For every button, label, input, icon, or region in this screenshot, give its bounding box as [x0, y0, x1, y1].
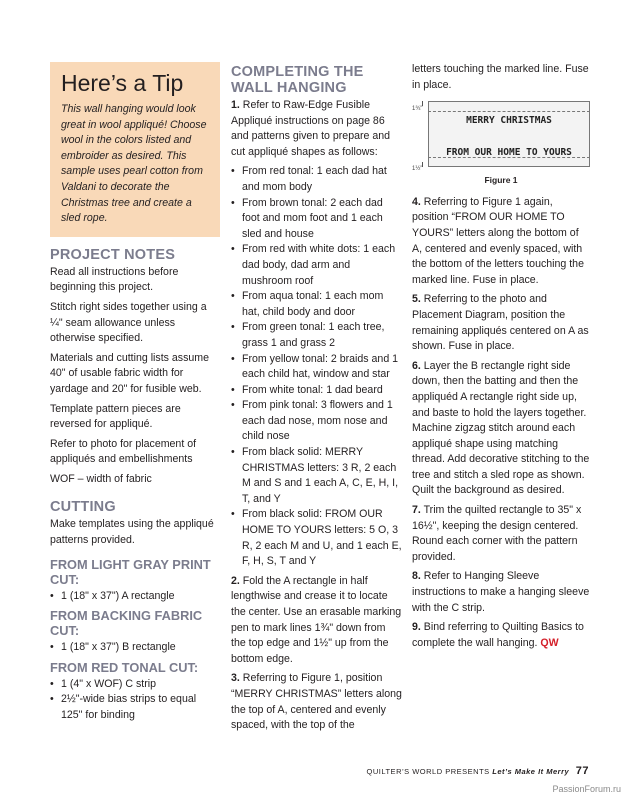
cut-group-heading: FROM LIGHT GRAY PRINT CUT: — [50, 556, 211, 587]
tip-body: This wall hanging would look great in wool appliqué! Choose wool in the colors listed and embroider as desired. This sample uses pearl cotton from Valdani to decorate the Christmas tree and create a sled rope. — [61, 103, 207, 225]
step-2 — [231, 574, 402, 668]
project-notes-heading: PROJECT NOTES — [50, 246, 176, 263]
bottom-dimension-tick — [422, 162, 427, 167]
step-text: Fold the A rectangle in half lengthwise and crease it to locate the center. Use an erasable marking pen to mark lines 1¾" down from the top edge and 1½" up from the bottom edge. — [231, 574, 402, 665]
step-5 — [412, 292, 590, 354]
cutting-intro: Make templates using the appliqué patterns provided. — [50, 518, 214, 547]
cut-item: • 1 (18" x 37") B rectangle — [50, 640, 220, 656]
step-number: 1. — [231, 99, 240, 111]
step-number: 3. — [231, 672, 240, 685]
note-paragraph: WOF – width of fabric — [50, 472, 152, 485]
cut-item: • 2½"-wide bias strips to equal 125" for binding — [50, 692, 220, 723]
footer-brand: QUILTER’S WORLD PRESENTS — [366, 767, 490, 776]
fabric-bullet: • From aqua tonal: 1 each mom hat, child body and door — [231, 289, 402, 320]
step-text: Trim the quilted rectangle to 35" x 16½", keeping the design centered. Round each corner with the pattern provided. — [412, 504, 582, 563]
tip-box — [50, 62, 220, 237]
step-6 — [412, 359, 590, 499]
fabric-bullet: • From black solid: FROM OUR HOME TO YOURS letters: 5 O, 3 R, 2 each M and U, and 1 each E, F, H, S, T and Y — [231, 507, 402, 569]
watermark: PassionForum.ru — [552, 784, 621, 794]
middle-column — [231, 64, 402, 734]
page-number: 77 — [575, 765, 589, 777]
right-column — [412, 62, 590, 655]
top-marked-line — [428, 111, 590, 112]
step-text: Bind referring to Quilting Basics to complete the wall hanging. — [412, 621, 584, 649]
cut-item: • 1 (4" x WOF) C strip — [50, 677, 220, 693]
left-column — [50, 62, 220, 724]
page-footer — [367, 765, 589, 777]
cut-group-heading: FROM BACKING FABRIC CUT: — [50, 608, 203, 639]
cut-item: • 1 (18" x 37") A rectangle — [50, 589, 220, 605]
tip-title: Here’s a Tip — [61, 70, 184, 96]
step-number: 6. — [412, 359, 421, 372]
footer-title: Let’s Make It Merry — [492, 767, 570, 776]
fabric-bullet: • From pink tonal: 3 flowers and 1 each dad nose, mom nose and child nose — [231, 398, 402, 445]
merry-christmas-letters: MERRY CHRISTMAS — [466, 115, 552, 127]
step-number: 4. — [412, 195, 421, 208]
fabric-bullet: • From white tonal: 1 dad beard — [231, 383, 402, 399]
step-text: Referring to Figure 1, position “MERRY CHRISTMAS” letters along the top of A, centered and evenly spaced, with the top of the — [231, 672, 402, 732]
cut-list — [50, 640, 220, 656]
note-paragraph: Materials and cutting lists assume 40" of usable fabric width for yardage and 20" for fusible web. — [50, 351, 209, 395]
step-text: Layer the B rectangle right side down, then the batting and then the appliquéd A rectangle right side up, and baste to hold the layers together. Machine zigzag stitch around each appliqué shape using matching thread. Add decorative stitching to the tree and stitch a sled rope as shown. Quilt the background as desired. — [412, 359, 590, 497]
step-3 — [231, 671, 402, 733]
figure-caption: Figure 1 — [484, 175, 518, 186]
step-8 — [412, 569, 590, 616]
from-our-home-letters: FROM OUR HOME TO YOURS — [446, 147, 572, 159]
step-4 — [412, 195, 590, 289]
note-paragraph: Stitch right sides together using a ¼" seam allowance unless otherwise specified. — [50, 300, 207, 345]
step-text: Referring to Figure 1 again, position “FROM OUR HOME TO YOURS” letters along the bottom of A, centered and evenly spaced, with the bottom of the letters touching the marked line. Fuse in place. — [412, 195, 584, 286]
top-dimension-tick — [422, 101, 427, 106]
top-dimension-label: 1¾" — [412, 106, 423, 113]
completing-heading: COMPLETING THE WALL HANGING — [231, 64, 364, 96]
fabric-bullet: • From black solid: MERRY CHRISTMAS letters: 3 R, 2 each M and S and 1 each A, C, E, H, I, T, and Y — [231, 445, 402, 507]
step-number: 9. — [412, 621, 421, 634]
step-number: 2. — [231, 574, 240, 587]
step-text: Refer to Raw-Edge Fusible Appliqué instructions on page 86 and patterns given to prepare and cut appliqué shapes as follows: — [231, 99, 391, 158]
cut-list — [50, 677, 220, 724]
step-number: 7. — [412, 504, 421, 517]
fabric-bullet-list — [231, 164, 402, 569]
note-paragraph: Template pattern pieces are reversed for appliqué. — [50, 402, 181, 431]
fabric-bullet: • From yellow tonal: 2 braids and 1 each child hat, window and star — [231, 352, 402, 383]
step-3-continued: letters touching the marked line. Fuse in place. — [412, 63, 589, 91]
fabric-bullet: • From brown tonal: 2 each dad foot and mom foot and 1 each sled and house — [231, 196, 402, 243]
cut-group-heading: FROM RED TONAL CUT: — [50, 659, 199, 675]
figure-1 — [412, 99, 590, 173]
cut-list — [50, 589, 220, 605]
note-paragraph: Refer to photo for placement of appliqués and embellishments — [50, 437, 197, 466]
step-text: Refer to Hanging Sleeve instructions to make a hanging sleeve with the C strip. — [412, 570, 590, 614]
step-1 — [231, 98, 402, 160]
fabric-bullet: • From red tonal: 1 each dad hat and mom body — [231, 164, 402, 195]
step-9 — [412, 620, 590, 651]
step-number: 5. — [412, 293, 421, 306]
end-mark: QW — [540, 636, 559, 649]
step-text: Referring to the photo and Placement Diagram, position the remaining appliqués centered on A as shown. Fuse in place. — [412, 293, 589, 353]
step-number: 8. — [412, 570, 421, 583]
note-paragraph: Read all instructions before beginning this project. — [50, 265, 179, 294]
bottom-dimension-label: 1½" — [412, 166, 423, 173]
fabric-bullet: • From red with white dots: 1 each dad body, dad arm and mushroom roof — [231, 242, 402, 289]
cutting-heading: CUTTING — [50, 499, 116, 516]
step-7 — [412, 503, 590, 565]
fabric-bullet: • From green tonal: 1 each tree, grass 1 and grass 2 — [231, 320, 402, 351]
